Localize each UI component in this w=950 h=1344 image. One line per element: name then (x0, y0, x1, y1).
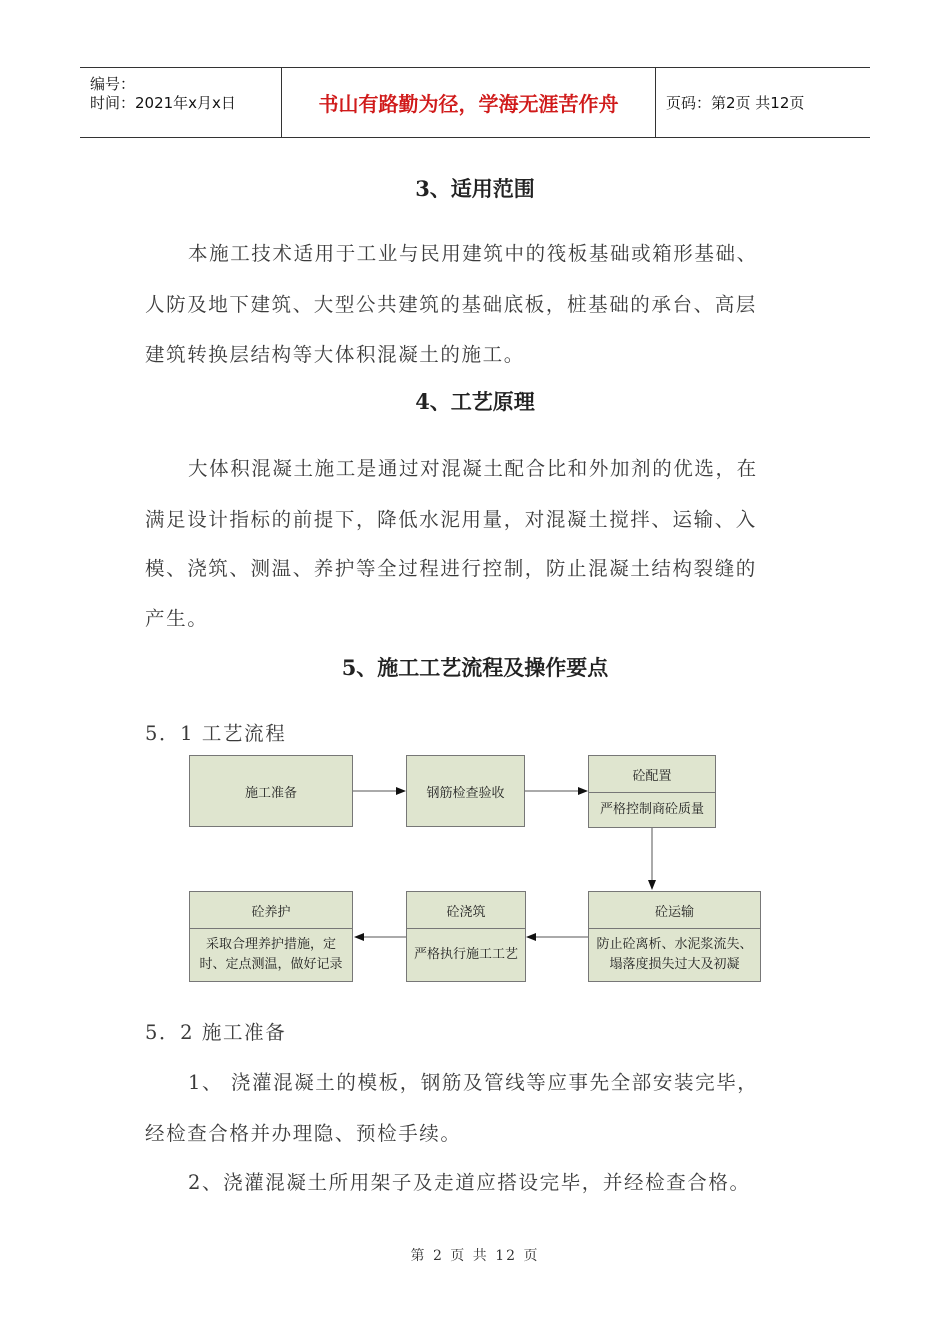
page-footer: 第 2 页 共 12 页 (410, 1248, 540, 1264)
flow-mix-desc: 严格控制商砼质量 (599, 801, 704, 817)
flow-transport-desc: 防止砼离析、水泥浆流失、塌落度损失过大及初凝 (596, 936, 753, 972)
section-4-title: 4、工艺原理 (415, 389, 535, 414)
section-5-title: 5、施工工艺流程及操作要点 (341, 655, 609, 680)
section-5-1-title: 5．1 工艺流程 (145, 722, 287, 745)
section-3-line-1: 本施工技术适用于工业与民用建筑中的筏板基础或箱形基础、 (188, 242, 758, 265)
flow-pour-title: 砼浇筑 (407, 892, 525, 929)
section-3-line-2: 人防及地下建筑、大型公共建筑的基础底板，桩基础的承台、高层 (145, 293, 757, 316)
flow-cure-title: 砼养护 (190, 892, 352, 929)
header-page-info: 页码：第2页 共12页 (666, 94, 805, 112)
flow-mix-title: 砼配置 (589, 756, 715, 793)
section-4-line-4: 产生。 (145, 607, 209, 630)
flow-pour-desc: 严格执行施工工艺 (413, 946, 518, 962)
header-motto: 书山有路勤为径，学海无涯苦作舟 (282, 68, 656, 137)
section-3-title: 3、适用范围 (415, 176, 535, 201)
flow-box-pour (406, 891, 526, 982)
section-5-2-title: 5．2 施工准备 (145, 1021, 287, 1044)
header-number-label: 编号： (90, 75, 136, 93)
flow-rebar-label: 钢筋检查验收 (426, 785, 505, 801)
flow-prep-label: 施工准备 (244, 785, 297, 801)
flow-cure-desc: 采取合理养护措施，定时、定点测温，做好记录 (199, 936, 343, 972)
flow-box-mix (588, 755, 716, 828)
section-4-line-2: 满足设计指标的前提下，降低水泥用量，对混凝土搅拌、运输、入 (145, 508, 757, 531)
flow-box-transport (588, 891, 761, 982)
flow-transport-title: 砼运输 (589, 892, 760, 929)
section-4-line-3: 模、浇筑、测温、养护等全过程进行控制，防止混凝土结构裂缝的 (145, 557, 757, 580)
flow-box-rebar (406, 755, 525, 827)
flow-box-prep (189, 755, 353, 827)
section-5-2-line-2: 经检查合格并办理隐、预检手续。 (145, 1122, 462, 1145)
section-5-2-line-1: 1、 浇灌混凝土的模板，钢筋及管线等应事先全部安装完毕， (188, 1071, 759, 1094)
section-4-line-1: 大体积混凝土施工是通过对混凝土配合比和外加剂的优选，在 (188, 457, 758, 480)
section-5-2-line-3: 2、浇灌混凝土所用架子及走道应搭设完毕，并经检查合格。 (188, 1171, 751, 1194)
flow-box-cure (189, 891, 353, 982)
header-time-label: 时间：2021年x月x日 (90, 94, 236, 112)
section-3-line-3: 建筑转换层结构等大体积混凝土的施工。 (145, 343, 525, 366)
